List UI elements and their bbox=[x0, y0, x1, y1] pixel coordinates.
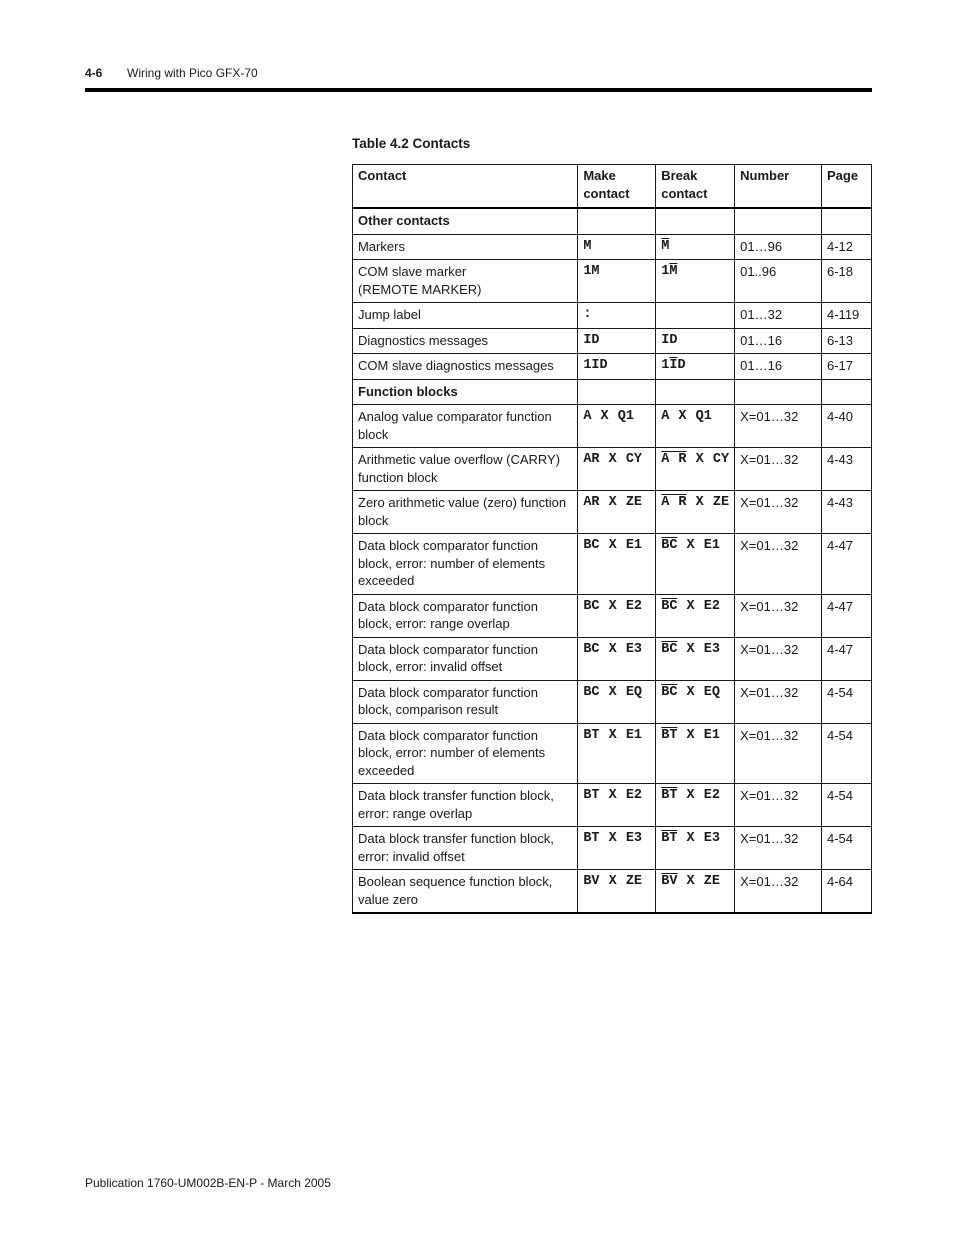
break-contact bbox=[656, 448, 735, 491]
contact-name: Data block comparator function block, error: range overlap bbox=[353, 594, 578, 637]
make-contact: 1M bbox=[578, 260, 656, 303]
number-range: 01…16 bbox=[735, 328, 822, 354]
make-contact: ID bbox=[578, 328, 656, 354]
break-contact-overline: $\overline{BT}$ bbox=[661, 788, 678, 803]
number-range: X=01…32 bbox=[735, 405, 822, 448]
table-row bbox=[353, 405, 872, 448]
break-contact-suffix: X ZE bbox=[686, 495, 730, 510]
contact-name: Analog value comparator function block bbox=[353, 405, 578, 448]
contact-name: Zero arithmetic value (zero) function block bbox=[353, 491, 578, 534]
break-contact-overline: $\overline{BC}$ bbox=[661, 684, 678, 700]
page-ref: 4-43 bbox=[822, 491, 872, 534]
column-header-number: Number bbox=[735, 165, 822, 209]
column-header-make: Make contact bbox=[578, 165, 656, 209]
contact-name: COM slave diagnostics messages bbox=[353, 354, 578, 380]
table-row bbox=[353, 491, 872, 534]
break-contact bbox=[656, 723, 735, 784]
number-range: X=01…32 bbox=[735, 534, 822, 595]
page-ref: 6-18 bbox=[822, 260, 872, 303]
break-contact bbox=[656, 303, 735, 329]
page-ref: 4-47 bbox=[822, 594, 872, 637]
page-ref: 4-64 bbox=[822, 870, 872, 914]
page-ref: 4-43 bbox=[822, 448, 872, 491]
table-row bbox=[353, 723, 872, 784]
break-contact bbox=[656, 680, 735, 723]
number-range: X=01…32 bbox=[735, 870, 822, 914]
contact-name: Data block comparator function block, error: number of elements exceeded bbox=[353, 534, 578, 595]
number-range: X=01…32 bbox=[735, 637, 822, 680]
make-contact: A X Q1 bbox=[578, 405, 656, 448]
page-ref: 4-12 bbox=[822, 234, 872, 260]
contact-name: Data block comparator function block, error: number of elements exceeded bbox=[353, 723, 578, 784]
page-ref: 4-54 bbox=[822, 827, 872, 870]
break-contact bbox=[656, 534, 735, 595]
break-contact-overline: $\overline{BV}$ bbox=[661, 874, 678, 889]
make-contact: BT X E2 bbox=[578, 784, 656, 827]
table-row bbox=[353, 784, 872, 827]
break-contact bbox=[656, 637, 735, 680]
break-contact-overline: $\overline{M}$ bbox=[669, 264, 678, 279]
break-contact bbox=[656, 491, 735, 534]
number-range: 01…32 bbox=[735, 303, 822, 329]
break-contact-overline: $\overline{I}$ bbox=[669, 358, 678, 373]
break-contact bbox=[656, 354, 735, 380]
number-range: X=01…32 bbox=[735, 827, 822, 870]
page-ref: 4-54 bbox=[822, 680, 872, 723]
table-row bbox=[353, 260, 872, 303]
table-row bbox=[353, 234, 872, 260]
section-row bbox=[353, 208, 872, 234]
break-contact-suffix: X CY bbox=[686, 452, 730, 467]
make-contact: BT X E1 bbox=[578, 723, 656, 784]
chapter-title: Wiring with Pico GFX-70 bbox=[127, 66, 258, 80]
number-range: X=01…32 bbox=[735, 784, 822, 827]
break-contact-suffix: X E2 bbox=[677, 598, 720, 614]
page-ref: 6-17 bbox=[822, 354, 872, 380]
table-row bbox=[353, 303, 872, 329]
make-contact: : bbox=[578, 303, 656, 329]
header-rule bbox=[85, 88, 872, 92]
table-row bbox=[353, 680, 872, 723]
table-row bbox=[353, 637, 872, 680]
number-range: X=01…32 bbox=[735, 680, 822, 723]
break-contact-overline: A R bbox=[661, 452, 687, 467]
make-contact: BT X E3 bbox=[578, 827, 656, 870]
break-contact-suffix: X ZE bbox=[677, 874, 720, 889]
make-contact: AR X CY bbox=[578, 448, 656, 491]
column-header-break: Break contact bbox=[656, 165, 735, 209]
contact-name: Diagnostics messages bbox=[353, 328, 578, 354]
number-range: 01..96 bbox=[735, 260, 822, 303]
column-header-contact: Contact bbox=[353, 165, 578, 209]
break-contact-suffix: X E3 bbox=[677, 641, 720, 657]
column-header-page: Page bbox=[822, 165, 872, 209]
page-header bbox=[85, 66, 258, 80]
table-row bbox=[353, 534, 872, 595]
page-ref: 4-54 bbox=[822, 784, 872, 827]
break-contact bbox=[656, 260, 735, 303]
page-ref: 4-47 bbox=[822, 637, 872, 680]
contact-name: Jump label bbox=[353, 303, 578, 329]
number-range: 01…16 bbox=[735, 354, 822, 380]
make-contact: BV X ZE bbox=[578, 870, 656, 914]
break-contact-overline: $\overline{BC}$ bbox=[661, 538, 678, 553]
contact-name: Data block comparator function block, comparison result bbox=[353, 680, 578, 723]
number-range: 01…96 bbox=[735, 234, 822, 260]
table-row bbox=[353, 448, 872, 491]
break-contact-suffix: D bbox=[677, 358, 686, 373]
make-contact: BC X E1 bbox=[578, 534, 656, 595]
make-contact: BC X E3 bbox=[578, 637, 656, 680]
section-title: Other contacts bbox=[353, 208, 578, 234]
page-ref: 4-119 bbox=[822, 303, 872, 329]
table-row bbox=[353, 354, 872, 380]
break-contact-overline: $\overline{BC}$ bbox=[661, 641, 678, 657]
contact-name-line1: COM slave marker bbox=[358, 264, 467, 279]
page-ref: 4-47 bbox=[822, 534, 872, 595]
break-contact-overline: $\overline{BT}$ bbox=[661, 831, 678, 846]
page-ref: 4-40 bbox=[822, 405, 872, 448]
make-contact: 1ID bbox=[578, 354, 656, 380]
contacts-table bbox=[352, 164, 872, 914]
contact-name: Arithmetic value overflow (CARRY) function block bbox=[353, 448, 578, 491]
number-range: X=01…32 bbox=[735, 594, 822, 637]
break-contact bbox=[656, 827, 735, 870]
contact-name bbox=[353, 260, 578, 303]
break-contact-suffix: X E3 bbox=[677, 831, 720, 846]
contact-name: Boolean sequence function block, value zero bbox=[353, 870, 578, 914]
section-row bbox=[353, 379, 872, 405]
break-contact-overline: $\overline{M}$ bbox=[661, 238, 670, 254]
make-contact: M bbox=[578, 234, 656, 260]
break-contact bbox=[656, 234, 735, 260]
break-contact bbox=[656, 594, 735, 637]
page-ref: 6-13 bbox=[822, 328, 872, 354]
contact-name: Data block comparator function block, error: invalid offset bbox=[353, 637, 578, 680]
break-contact-overline: $\overline{BC}$ bbox=[661, 598, 678, 614]
break-contact-suffix: X E1 bbox=[677, 538, 720, 553]
break-contact-prefix: 1 bbox=[661, 264, 670, 279]
break-contact-overline: $\overline{BT}$ bbox=[661, 727, 678, 743]
break-contact: A X Q1 bbox=[656, 405, 735, 448]
table-caption: Table 4.2 Contacts bbox=[352, 136, 471, 151]
section-title: Function blocks bbox=[353, 379, 578, 405]
number-range: X=01…32 bbox=[735, 723, 822, 784]
table-row bbox=[353, 594, 872, 637]
contact-name: Markers bbox=[353, 234, 578, 260]
break-contact bbox=[656, 870, 735, 914]
contact-name-line2: (REMOTE MARKER) bbox=[358, 281, 482, 297]
table-row bbox=[353, 328, 872, 354]
break-contact-suffix: X E1 bbox=[677, 727, 720, 743]
table-header-row bbox=[353, 165, 872, 209]
break-contact bbox=[656, 784, 735, 827]
break-contact-suffix: X E2 bbox=[677, 788, 720, 803]
break-contact-overline: ID bbox=[661, 332, 678, 348]
make-contact: AR X ZE bbox=[578, 491, 656, 534]
table-row bbox=[353, 870, 872, 914]
make-contact: BC X EQ bbox=[578, 680, 656, 723]
publication-footer: Publication 1760-UM002B-EN-P - March 2005 bbox=[85, 1176, 331, 1190]
make-contact: BC X E2 bbox=[578, 594, 656, 637]
number-range: X=01…32 bbox=[735, 448, 822, 491]
break-contact bbox=[656, 328, 735, 354]
contact-name: Data block transfer function block, error: invalid offset bbox=[353, 827, 578, 870]
page-number: 4-6 bbox=[85, 66, 103, 80]
number-range: X=01…32 bbox=[735, 491, 822, 534]
page-ref: 4-54 bbox=[822, 723, 872, 784]
contact-name: Data block transfer function block, error: range overlap bbox=[353, 784, 578, 827]
break-contact-prefix: 1 bbox=[661, 358, 670, 373]
table-row bbox=[353, 827, 872, 870]
break-contact-suffix: X EQ bbox=[677, 684, 720, 700]
break-contact-overline: A R bbox=[661, 495, 687, 510]
